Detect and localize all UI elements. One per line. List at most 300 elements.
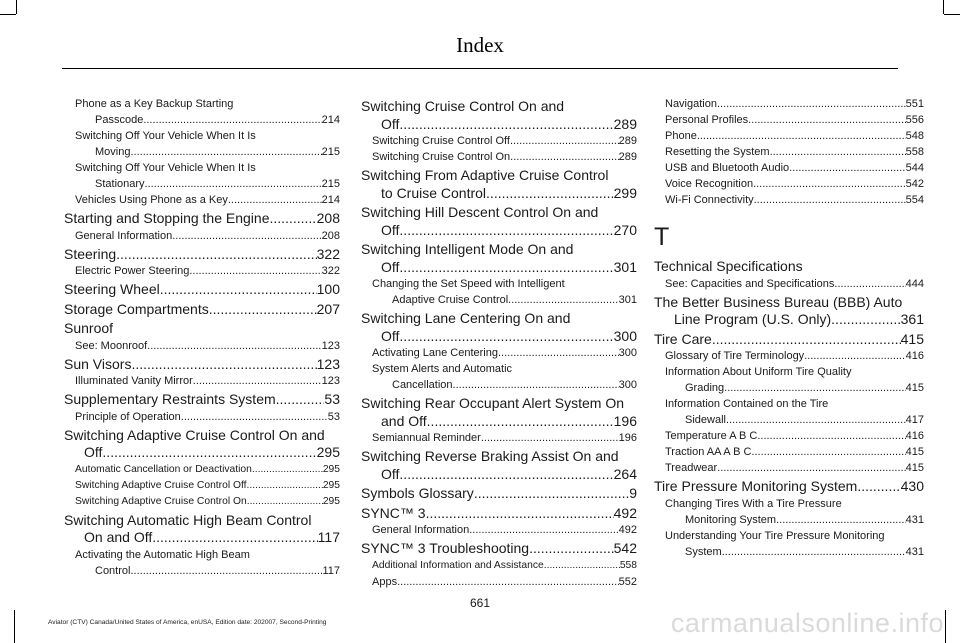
entry-row [665,96,924,112]
index-subentry [654,144,924,160]
entry-row [75,112,340,128]
index-subentry [361,574,637,590]
index-entry [361,540,637,558]
entry-row [75,263,340,279]
entry-label: Control [95,564,131,577]
entry-label: Electric Power Steering [75,265,190,277]
entry-text-line: Phone as a Key Backup Starting [75,98,234,110]
index-entry [654,258,924,276]
entry-page-number: 301 [613,258,637,275]
entry-row [372,574,637,590]
entry-page-number: 196 [613,412,637,429]
entry-page-number: 558 [619,559,637,571]
entry-row [75,144,340,160]
dot-leader [102,444,316,462]
entry-page-number: 264 [613,465,637,482]
entry-label: Principle of Operation [75,410,181,423]
dot-leader [789,160,905,176]
entry-label: Storage Compartments [64,300,209,317]
entry-label: Resetting the System [665,146,770,158]
index-subentry [654,348,924,364]
dot-leader [770,144,906,160]
entry-text-line: Switching Lane Centering On and [361,310,571,326]
index-entry [361,241,637,276]
index-entry [64,301,340,319]
entry-page-number: 295 [316,444,340,460]
index-subentry [654,496,924,528]
entry-row [665,444,924,460]
dot-leader [498,345,619,361]
entry-text-line: The Better Business Bureau (BBB) Auto [654,293,903,310]
dot-leader [426,505,614,523]
entry-label: Vehicles Using Phone as a Key [75,194,228,206]
index-subentry [361,345,637,361]
index-subentry [361,522,637,538]
crop-mark-bottom-right-v [945,610,946,643]
entry-row [372,149,637,165]
entry-label: System [685,545,722,558]
entry-label: Stationary [95,178,145,190]
dot-leader [857,478,900,496]
entry-label: Adaptive Cruise Control [392,294,509,306]
entry-row [665,348,924,364]
entry-page-number: 322 [321,265,340,277]
entry-label: Switching Adaptive Cruise Control Off [75,479,247,491]
entry-label: Off [381,115,400,132]
entry-label: Switching Adaptive Cruise Control On [75,495,247,507]
entry-page-number: 214 [321,194,340,206]
entry-row [75,373,340,389]
entry-row [361,505,637,523]
entry-label: Tire Care [654,330,712,347]
entry-row [654,478,924,496]
entry-text-line: Sunroof [64,320,114,336]
entry-label: SYNC™ 3 Troubleshooting [361,540,530,556]
entry-label: Supplementary Restraints System [64,391,276,407]
entry-label: Personal Profiles [665,114,749,126]
index-subentry [361,276,637,308]
index-subentry [64,373,340,389]
index-subentry [361,149,637,165]
entry-text-line: Switching From Adaptive Cruise Control [361,167,609,183]
entry-page-number: 431 [905,545,924,558]
dot-leader [717,460,905,476]
entry-page-number: 492 [613,504,637,521]
dot-leader [510,149,618,165]
entry-text-line: Switching Adaptive Cruise Control On and [64,426,325,443]
dot-leader [529,540,614,558]
entry-page-number: 117 [317,529,340,545]
index-subentry [361,133,637,149]
index-entry [64,427,340,462]
entry-row [665,160,924,176]
entry-label: Off [381,221,400,238]
index-subentry [361,361,637,393]
index-subentry [64,160,340,192]
entry-label: Starting and Stopping the Engine [64,210,270,226]
entry-page-number: 289 [618,151,637,163]
entry-label: Off [381,327,400,344]
entry-row [64,301,340,319]
entry-label: Grading [685,382,725,394]
dot-leader [130,144,321,160]
entry-page-number: 300 [613,327,637,344]
index-entry [654,331,924,349]
crop-mark-bottom-left-v [14,610,15,643]
entry-page-number: 295 [322,495,340,507]
index-entry [654,478,924,496]
entry-label: Temperature A B C [665,430,758,442]
dot-leader [776,512,906,528]
index-letter-heading [654,222,924,252]
header-rule [62,68,898,69]
entry-page-number: 548 [905,130,924,142]
entry-label: Steering Wheel [64,281,160,297]
dot-leader [453,377,619,393]
entry-row [665,176,924,192]
entry-row [361,413,637,431]
entry-row [665,512,924,528]
entry-page-number: 53 [324,391,340,407]
entry-label: SYNC™ 3 [361,504,426,521]
entry-row [75,409,340,425]
dot-leader [247,478,323,494]
entry-page-number: 551 [905,98,924,110]
dot-leader [474,485,629,503]
index-subentry [654,364,924,396]
dot-leader [116,246,316,264]
entry-row [665,460,924,476]
crop-mark-top-left-v [16,0,17,14]
entry-page-number: 53 [327,410,340,423]
index-subentry [654,176,924,192]
entry-label: Navigation [665,98,717,110]
entry-label: Steering [64,245,117,262]
watermark: carmanualsonline.info [670,608,944,638]
index-subentry [64,494,340,510]
dot-leader [697,128,906,144]
entry-text-line: Switching Hill Descent Control On and [361,204,599,220]
entry-label: Line Program (U.S. Only) [674,311,832,327]
dot-leader [754,192,906,208]
entry-label: General Information [75,229,173,242]
entry-text-line: Activating the Automatic High Beam [75,548,250,561]
entry-label: Monitoring System [685,513,777,526]
index-entry [361,485,637,503]
entry-page-number: 208 [321,229,340,242]
page-title: Index [456,33,504,57]
crop-mark-top-right-h [944,14,960,15]
entry-page-number: 214 [321,114,340,126]
entry-text-line: Information Contained on the Tire [665,398,829,410]
entry-text-line: Switching Reverse Braking Assist On and [361,448,619,464]
entry-page-number: 322 [316,245,340,262]
dot-leader [247,494,323,510]
entry-page-number: 215 [321,146,340,158]
entry-row [64,444,340,462]
entry-row [665,128,924,144]
entry-page-number: 289 [618,135,637,147]
dot-leader [228,192,322,208]
entry-row [654,331,924,349]
dot-leader [193,373,322,389]
dot-leader [753,176,906,192]
index-entry [361,167,637,202]
entry-row [64,356,340,374]
entry-page-number: 431 [905,513,924,526]
entry-page-number: 270 [613,221,637,238]
entry-page-number: 556 [905,114,924,126]
entry-page-number: 117 [322,564,340,577]
index-subentry [64,547,340,579]
entry-page-number: 196 [618,432,637,444]
entry-row [665,144,924,160]
dot-leader [397,574,619,590]
dot-leader [181,409,328,425]
dot-leader [751,444,905,460]
entry-page-number: 301 [618,294,637,306]
dot-leader [270,210,317,228]
entry-text-line: Switching Off Your Vehicle When It Is [75,162,256,174]
dot-leader [717,96,906,112]
index-subentry [654,396,924,428]
dot-leader [486,185,614,203]
dot-leader [831,311,900,329]
entry-row [665,412,924,428]
entry-label: Wi-Fi Connectivity [665,194,754,206]
entry-label: Moving [95,146,131,158]
index-entry [361,448,637,483]
entry-text-line: Switching Rear Occupant Alert System On [361,395,624,411]
entry-page-number: 492 [618,524,637,536]
index-subentry [64,478,340,494]
index-subentry [64,462,340,478]
dot-leader [130,563,322,579]
entry-row [75,192,340,208]
page-number: 661 [469,596,491,610]
dot-leader [276,391,325,409]
entry-row [75,478,340,494]
index-entry [361,310,637,345]
entry-row [75,338,340,354]
index-subentry [64,263,340,279]
entry-text-line: Switching Intelligent Mode On and [361,241,574,257]
entry-row [372,522,637,538]
entry-text-line: Switching Automatic High Beam Control [64,511,312,528]
index-subentry [654,128,924,144]
index-subentry [361,430,637,446]
dot-leader [722,544,906,560]
entry-page-number: 123 [316,355,340,372]
entry-page-number: 415 [905,382,924,394]
entry-page-number: 542 [613,540,637,556]
index-subentry [654,276,924,292]
dot-leader [510,133,619,149]
crop-mark-top-left-h [0,14,16,15]
index-entry [64,320,340,338]
entry-page-number: 415 [905,446,924,458]
index-subentry [64,128,340,160]
entry-row [361,116,637,134]
entry-page-number: 295 [322,463,340,475]
entry-text-line: T [654,223,670,251]
index-subentry [64,409,340,425]
entry-label: Semiannual Reminder [372,432,481,444]
entry-row [654,311,924,329]
entry-text-line: Switching Off Your Vehicle When It Is [75,130,256,142]
footer-edition-text: Aviator (CTV) Canada/United States of America, enUSA, Edition date: 202007, Second-Printing [48,619,327,626]
index-subentry [64,192,340,208]
dot-leader [804,348,905,364]
entry-label: Sun Visors [64,355,132,372]
entry-page-number: 415 [900,330,924,347]
entry-text-line: Technical Specifications [654,258,803,274]
entry-page-number: 123 [321,375,340,387]
index-subentry [654,460,924,476]
entry-row [372,558,637,574]
entry-text-line: Changing the Set Speed with Intelligent [372,278,565,290]
dot-leader [145,176,322,192]
dot-leader [131,356,316,374]
entry-page-number: 417 [905,414,924,426]
entry-row [75,228,340,244]
entry-label: and Off [381,412,427,429]
dot-leader [152,529,317,547]
entry-page-number: 552 [618,575,637,588]
dot-leader [399,116,613,134]
dot-leader [399,222,613,240]
entry-label: See: Moonroof [75,339,148,352]
index-entry [361,505,637,523]
index-entry [64,391,340,409]
entry-row [361,540,637,558]
entry-row [372,345,637,361]
entry-page-number: 558 [905,146,924,158]
dot-leader [147,338,321,354]
entry-row [75,462,340,478]
dot-leader [469,522,618,538]
entry-row [665,380,924,396]
index-subentry [654,192,924,208]
entry-label: Cancellation [392,379,453,391]
entry-row [64,391,340,409]
entry-text-line: Understanding Your Tire Pressure Monitoring [665,529,885,542]
dot-leader [757,428,905,444]
entry-row [75,176,340,192]
entry-page-number: 215 [321,178,340,190]
index-column-3 [654,96,924,560]
entry-page-number: 554 [905,194,924,206]
entry-label: Additional Information and Assistance [372,559,544,571]
index-subentry [361,558,637,574]
entry-row [361,259,637,277]
entry-label: Phone [665,130,697,142]
entry-label: Off [381,465,400,482]
entry-text-line: System Alerts and Automatic [372,363,513,375]
entry-label: Switching Cruise Control On [372,151,511,163]
entry-row [665,428,924,444]
entry-page-number: 300 [618,347,637,359]
entry-page-number: 542 [905,178,924,190]
entry-label: Automatic Cancellation or Deactivation [75,463,252,475]
dot-leader [724,380,906,396]
index-subentry [64,338,340,354]
index-entry [64,210,340,228]
entry-label: Apps [372,575,398,588]
entry-label: Voice Recognition [665,178,754,190]
index-entry [64,281,340,299]
index-subentry [654,528,924,560]
index-subentry [64,96,340,128]
index-entry [64,512,340,547]
entry-row [372,377,637,393]
dot-leader [143,112,321,128]
entry-row [361,222,637,240]
index-subentry [654,112,924,128]
dot-leader [189,263,321,279]
entry-label: Traction AA A B C [665,446,752,458]
entry-page-number: 299 [613,184,637,201]
entry-text-line: Changing Tires With a Tire Pressure [665,497,842,510]
entry-page-number: 123 [321,339,340,352]
entry-row [64,210,340,228]
entry-row [665,544,924,560]
index-column-2 [361,96,637,590]
entry-label: See: Capacities and Specifications [665,277,835,290]
dot-leader [508,292,618,308]
index-entry [361,98,637,133]
entry-row [64,281,340,299]
entry-label: Switching Cruise Control Off [372,135,510,147]
entry-label: USB and Bluetooth Audio [665,162,790,174]
entry-page-number: 300 [618,379,637,391]
entry-label: to Cruise Control [381,184,487,201]
dot-leader [712,331,901,349]
index-subentry [64,228,340,244]
entry-page-number: 289 [613,115,637,132]
entry-label: Activating Lane Centering [372,347,498,359]
entry-row [64,246,340,264]
entry-page-number: 208 [316,210,340,226]
entry-row [372,133,637,149]
index-entry [361,204,637,239]
entry-label: Treadwear [665,462,718,474]
dot-leader [252,462,323,478]
entry-page-number: 207 [316,300,340,317]
index-entry [361,395,637,430]
dot-leader [726,412,906,428]
index-subentry [654,428,924,444]
entry-label: Off [381,258,400,275]
dot-leader [481,430,619,446]
entry-page-number: 430 [900,478,924,494]
entry-label: Tire Pressure Monitoring System [654,478,858,494]
entry-page-number: 100 [316,281,340,297]
index-subentry [654,160,924,176]
entry-label: General Information [372,524,470,536]
dot-leader [160,281,317,299]
entry-label: Glossary of Tire Terminology [665,350,805,362]
dot-leader [399,259,613,277]
index-entry [64,246,340,264]
index-subentry [654,96,924,112]
entry-page-number: 295 [322,479,340,491]
entry-row [64,529,340,547]
entry-label: Passcode [95,114,144,126]
entry-row [665,192,924,208]
dot-leader [544,558,620,574]
dot-leader [427,413,614,431]
